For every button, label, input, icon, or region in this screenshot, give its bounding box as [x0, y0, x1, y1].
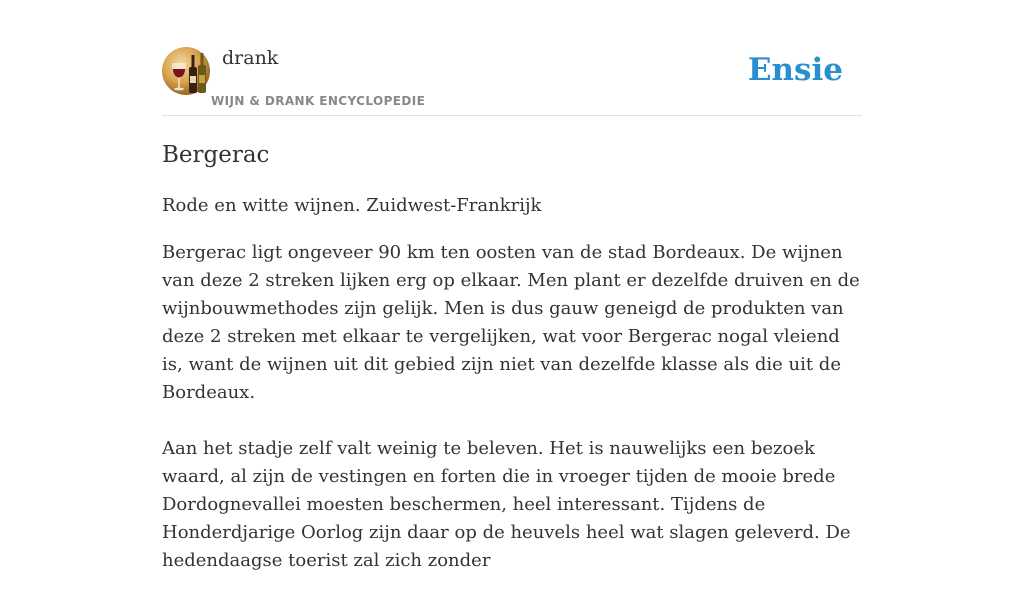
wine-glass-and-bottles-icon[interactable]: [162, 47, 210, 95]
site-name[interactable]: drank: [222, 47, 279, 69]
site-header: [162, 0, 862, 116]
article-paragraph: Bergerac ligt ongeveer 90 km ten oosten van de stad Bordeaux. De wijnen van deze 2 streken lijken erg op elkaar. Men plant er dezelfde druiven en de wijnbouwmethodes zijn gelijk. Men is dus gauw geneigd de produkten van deze 2 streken met elkaar te vergelijken, wat voor Bergerac nogal vleiend is, want de wijnen uit dit gebied zijn niet van dezelfde klasse als die uit de Bordeaux.: [162, 242, 860, 403]
ensie-logo-link[interactable]: Ensie: [747, 52, 843, 88]
site-tagline: WIJN & DRANK ENCYCLOPEDIE: [211, 94, 426, 108]
article-paragraph: Aan het stadje zelf valt weinig te beleven. Het is nauwelijks een bezoek waard, al zijn de vestingen en forten die in vroeger tijden de mooie brede Dordognevallei moesten beschermen, heel interessant. Tijdens de Honderdjarige Oorlog zijn daar op de heuvels heel wat slagen geleverd. De hedendaagse toerist zal zich zonder: [162, 438, 851, 571]
content-container: [162, 0, 862, 571]
article-body: [162, 239, 862, 603]
page-title: Bergerac: [162, 142, 270, 168]
page-subtitle: Rode en witte wijnen. Zuidwest-Frankrijk: [162, 195, 542, 216]
